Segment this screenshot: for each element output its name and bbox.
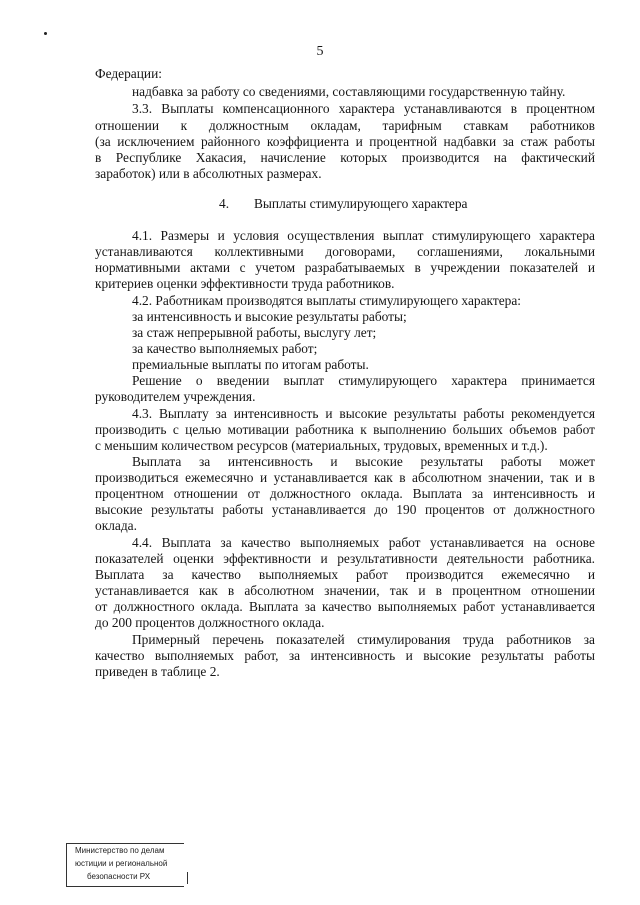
section-title: Выплаты стимулирующего характера xyxy=(254,196,468,211)
text-line: 4.2. Работникам производятся выплаты стимулирующего характера: xyxy=(132,293,522,308)
text-line: производить с целью мотивации работника к выполнению больших объемов работ xyxy=(95,422,595,437)
text-line: приведен в таблице 2. xyxy=(95,664,220,679)
text-line: руководителем учреждения. xyxy=(95,389,256,404)
text-line: заработок) или в абсолютных размерах. xyxy=(95,166,322,181)
text-line: Федерации: xyxy=(95,66,162,81)
text-line: Выплата за интенсивность и высокие результаты работы может xyxy=(132,454,595,469)
text-line: показателей оценки эффективности и результативности деятельности работника. xyxy=(95,551,595,566)
stamp-border-mark xyxy=(182,872,188,884)
text-line: производиться ежемесячно и устанавливается как в абсолютном значении, так и в xyxy=(95,470,595,485)
text-line: отношении к должностным окладам, тарифным ставкам работников xyxy=(95,118,595,133)
text-line: критериев оценки эффективности труда работников. xyxy=(95,276,395,291)
stamp-line: безопасности РХ xyxy=(87,872,151,881)
text-line: за стаж непрерывной работы, выслугу лет; xyxy=(132,325,377,340)
text-line: за качество выполняемых работ; xyxy=(132,341,318,356)
text-line: с меньшим количеством ресурсов (материальных, трудовых, временных и т.д.). xyxy=(95,438,548,453)
page-number: 5 xyxy=(316,44,324,59)
section-number: 4. xyxy=(219,196,230,211)
stamp-line: юстиции и региональной xyxy=(75,859,168,868)
text-line: 4.1. Размеры и условия осуществления выплат стимулирующего характера xyxy=(132,228,595,243)
scan-speck xyxy=(44,32,47,35)
text-line: 4.4. Выплата за качество выполняемых работ устанавливается на основе xyxy=(132,535,595,550)
text-line: премиальные выплаты по итогам работы. xyxy=(132,357,369,372)
text-line: оклада. xyxy=(95,518,137,533)
text-line: процентном отношении от должностного оклада. Выплата за интенсивность и xyxy=(95,486,595,501)
text-line: 4.3. Выплату за интенсивность и высокие результаты работы рекомендуется xyxy=(132,406,595,421)
text-line: нормативными актами с учетом разрабатываемых в учреждении показателей и xyxy=(95,260,595,275)
text-line: качество выполняемых работ, за интенсивность и высокие результаты работы xyxy=(95,648,595,663)
text-line: в Республике Хакасия, начисление которых производится на фактический xyxy=(95,150,595,165)
text-line: (за исключением районного коэффициента и процентной надбавки за стаж работы xyxy=(95,134,595,149)
text-line: 3.3. Выплаты компенсационного характера устанавливаются в процентном xyxy=(132,101,595,116)
text-line: устанавливаются коллективными договорами, соглашениями, локальными xyxy=(95,244,595,259)
text-line: за интенсивность и высокие результаты работы; xyxy=(132,309,407,324)
text-line: от должностного оклада. Выплата за качество выполняемых работ устанавливается xyxy=(95,599,595,614)
text-line: высокие результаты работы устанавливается до 190 процентов от должностного xyxy=(95,502,595,517)
text-line: Примерный перечень показателей стимулирования труда работников за xyxy=(132,632,595,647)
text-line: до 200 процентов должностного оклада. xyxy=(95,615,325,630)
text-line: Выплата за качество выполняемых работ производится ежемесячно и xyxy=(95,567,595,582)
registration-stamp xyxy=(66,843,184,887)
text-line: устанавливается как в абсолютном значении, так и в процентном отношении xyxy=(95,583,595,598)
text-line: Решение о введении выплат стимулирующего характера принимается xyxy=(132,373,595,388)
stamp-line: Министерство по делам xyxy=(75,846,165,855)
text-line: надбавка за работу со сведениями, составляющими государственную тайну. xyxy=(132,84,566,99)
